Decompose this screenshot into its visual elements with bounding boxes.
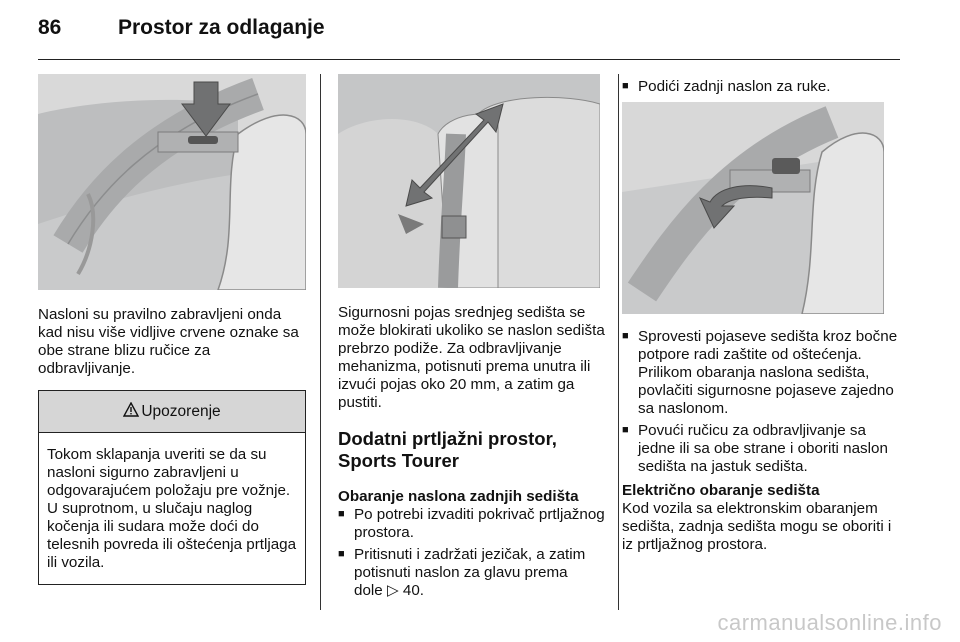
warning-header [39, 391, 305, 433]
armrest-release-illustration [622, 102, 884, 314]
subheading: Električno obaranje sedišta [622, 482, 820, 499]
column-1 [38, 74, 306, 585]
list-item: ■ Podići zadnji naslon za ruke. [622, 78, 904, 96]
subheading: Obaranje naslona zadnjih sedišta [338, 488, 579, 505]
page-header [38, 16, 325, 46]
paragraph: Sigurnosni pojas srednjeg sedišta se može blokirati ukoliko se naslon sedišta prebrzo podiže. Za odbravljivanje mehanizma, potisnuti prema unutra ili izvući pojas oko 20 mm, a zatim ga pustiti. [338, 304, 605, 411]
center-seat-belt-illustration [338, 74, 600, 288]
warning-body: Tokom sklapanja uveriti se da su nasloni sigurno zabravljeni u odgovarajućem položaju pre vožnje. U suprotnom, u slučaju naglog kočenja ili sudara može doći do telesnih povreda ili oštećenja prtljaga ili vozila. [47, 446, 297, 571]
header-rule [38, 59, 900, 60]
warning-triangle-icon [123, 402, 139, 422]
list-item: ■ Po potrebi izvaditi pokrivač prtljažnog prostora. [338, 506, 606, 542]
warning-box [38, 390, 306, 585]
page-ref-icon: ▷ [386, 582, 399, 599]
page-number: 86 [38, 16, 62, 39]
warning-title: Upozorenje [141, 402, 221, 420]
column-divider [618, 74, 619, 610]
column-3 [622, 74, 904, 554]
paragraph: Kod vozila sa elektronskim obaranjem sedišta, zadnja sedišta mogu se oboriti i iz prtljažnog prostora. [622, 500, 892, 553]
page-title: Prostor za odlaganje [118, 16, 325, 39]
list-item: ■ Pritisnuti i zadržati jezičak, a zatim potisnuti naslon za glavu prema dole ▷ 40. [338, 546, 606, 600]
watermark: carmanualsonline.info [717, 610, 942, 635]
bullet-list [622, 78, 904, 96]
paragraph: Nasloni su pravilno zabravljeni onda kad nisu više vidljive crvene oznake sa obe strane blizu ručice za odbravljivanje. [38, 306, 299, 377]
column-divider [320, 74, 321, 610]
section-heading: Dodatni prtljažni prostor, Sports Tourer [338, 428, 557, 471]
list-item: ■ Sprovesti pojaseve sedišta kroz bočne potpore radi zaštite od oštećenja. Prilikom obaranja naslona sedišta, povlačiti sigurnosne pojaseve zajedno sa naslonom. [622, 328, 904, 418]
bullet-list [622, 328, 904, 476]
seat-backrest-release-illustration [38, 74, 306, 290]
column-2 [338, 74, 606, 600]
list-item: ■ Povući ručicu za odbravljivanje sa jedne ili sa obe strane i oboriti naslon sedišta na jastuk sedišta. [622, 422, 904, 476]
bullet-list [338, 506, 606, 600]
